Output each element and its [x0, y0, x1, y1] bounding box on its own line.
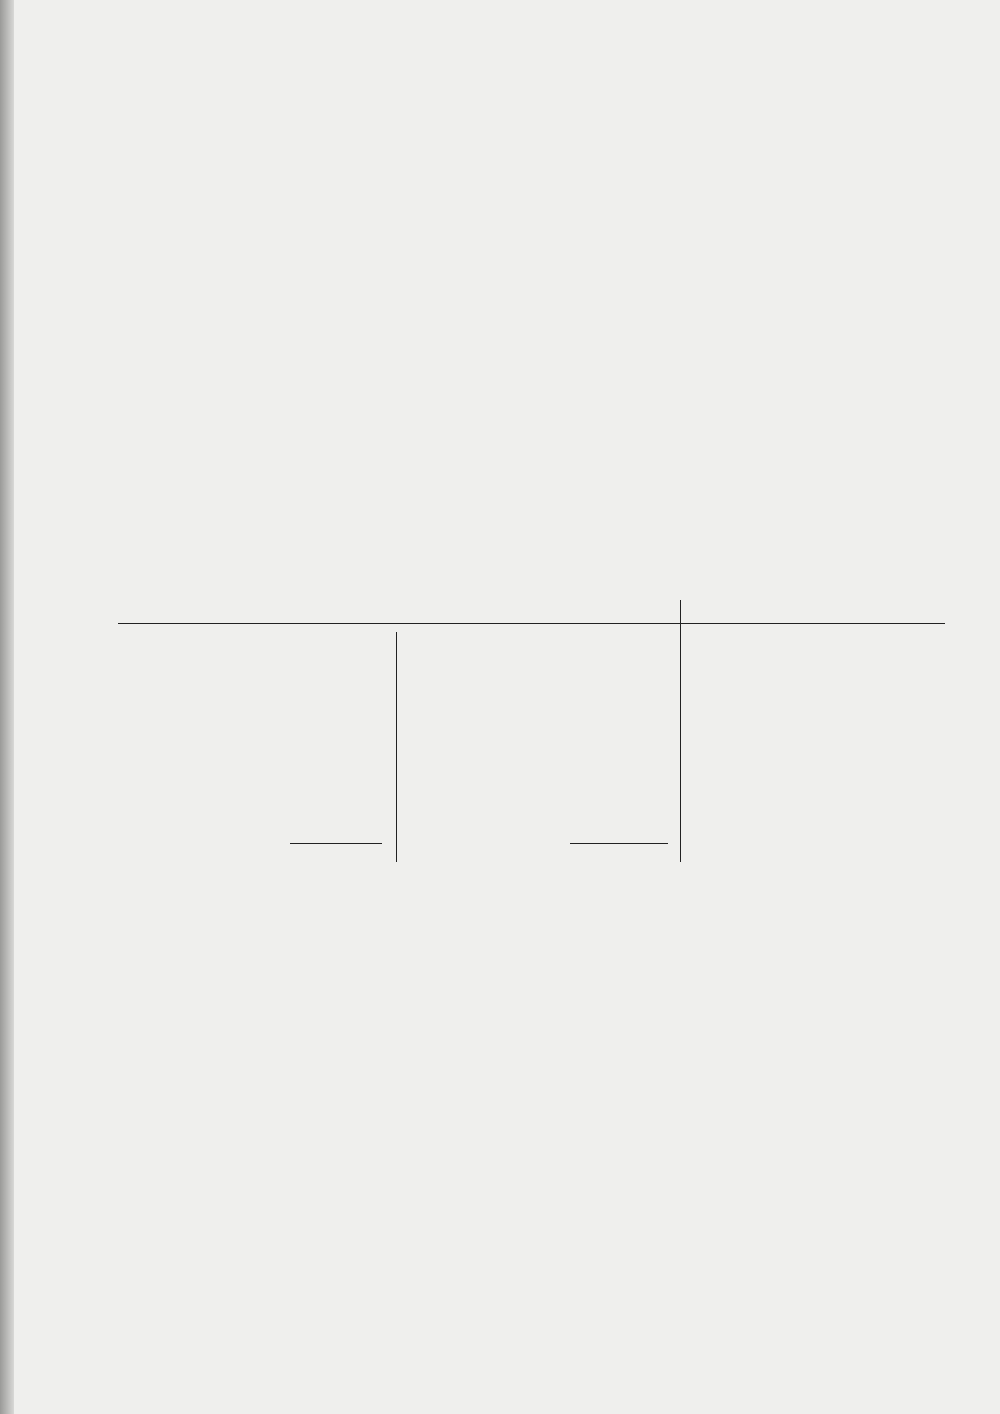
- table-divider: [680, 600, 681, 862]
- passiva-total-rule: [570, 843, 668, 844]
- bilanz-divider: [396, 632, 397, 862]
- table-top-rule: [118, 623, 945, 624]
- page-edge-shadow: [0, 0, 14, 1414]
- aktiva-total-rule: [290, 843, 382, 844]
